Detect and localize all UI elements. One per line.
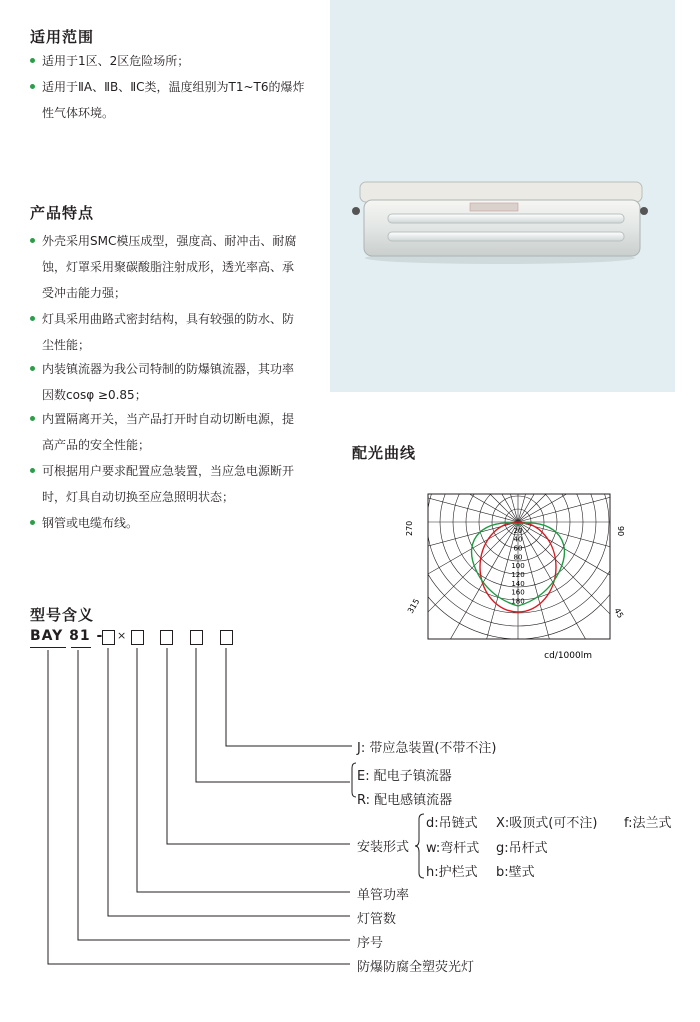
bullet-icon	[30, 468, 35, 473]
scope-item: 适用于1区、2区危险场所；	[30, 48, 305, 74]
bullet-icon	[30, 58, 35, 63]
curve-unit: cd/1000lm	[544, 651, 592, 661]
model-connector-lines	[0, 640, 360, 980]
power-label: 单管功率	[357, 888, 410, 903]
install-option: d:吊链式	[426, 816, 478, 831]
radial-label: 40	[513, 535, 523, 544]
angle-label: 270	[405, 520, 414, 536]
feature-item: 钢管或电缆布线。	[30, 510, 305, 536]
times-sign: ×	[117, 629, 127, 642]
r-line: R: 配电感镇流器	[357, 793, 453, 808]
features-title: 产品特点	[30, 204, 95, 222]
lamp-illustration	[330, 0, 675, 392]
scope-item: 适用于ⅡA、ⅡB、ⅡC类，温度组别为T1~T6的爆炸性气体环境。	[30, 74, 305, 126]
j-line: J: 带应急装置(不带不注)	[357, 741, 497, 756]
feature-item: 外壳采用SMC模压成型，强度高、耐冲击、耐腐蚀，灯罩采用聚碳酸脂注射成形，透光率高、承受冲击能力强；	[30, 228, 305, 306]
radial-label: 20	[513, 526, 523, 535]
radial-label: 120	[511, 571, 525, 580]
angle-label: 315	[405, 597, 422, 615]
count-label: 灯管数	[357, 912, 397, 927]
model-title: 型号含义	[30, 606, 95, 624]
install-label: 安装形式	[357, 840, 410, 855]
bullet-icon	[30, 416, 35, 421]
serial-label: 序号	[357, 936, 384, 951]
install-option: b:壁式	[496, 865, 535, 880]
radial-label: 160	[511, 588, 525, 597]
model-code: BAY 81 -	[30, 628, 104, 644]
install-option: w:弯杆式	[426, 841, 480, 856]
photometric-chart	[400, 488, 650, 663]
bullet-icon	[30, 238, 35, 243]
product-label: 防爆防腐全塑荧光灯	[357, 960, 475, 975]
bullet-icon	[30, 520, 35, 525]
scope-title: 适用范围	[30, 28, 95, 46]
install-option: X:吸顶式(可不注)	[496, 816, 598, 831]
feature-item: 内装镇流器为我公司特制的防爆镇流器，其功率因数cosφ ≥0.85；	[30, 356, 305, 408]
radial-label: 140	[511, 579, 525, 588]
install-option: h:护栏式	[426, 865, 478, 880]
radial-label: 180	[511, 597, 525, 606]
radial-label: 80	[513, 553, 523, 562]
feature-item: 可根据用户要求配置应急装置，当应急电源断开时，灯具自动切换至应急照明状态；	[30, 458, 305, 510]
radial-label: 60	[513, 544, 523, 553]
product-photo-panel	[330, 0, 675, 392]
radial-label: 100	[511, 562, 525, 571]
angle-label: 45	[612, 606, 626, 620]
bullet-icon	[30, 316, 35, 321]
bullet-icon	[30, 366, 35, 371]
install-brace	[414, 812, 426, 880]
feature-item: 灯具采用曲路式密封结构，具有较强的防水、防尘性能；	[30, 306, 305, 358]
curve-title: 配光曲线	[352, 444, 417, 462]
install-option: f:法兰式	[624, 816, 672, 831]
feature-item: 内置隔离开关，当产品打开时自动切断电源，提高产品的安全性能；	[30, 406, 305, 458]
bullet-icon	[30, 84, 35, 89]
e-line: E: 配电子镇流器	[357, 769, 452, 784]
angle-label: 90	[616, 526, 625, 537]
install-option: g:吊杆式	[496, 841, 548, 856]
